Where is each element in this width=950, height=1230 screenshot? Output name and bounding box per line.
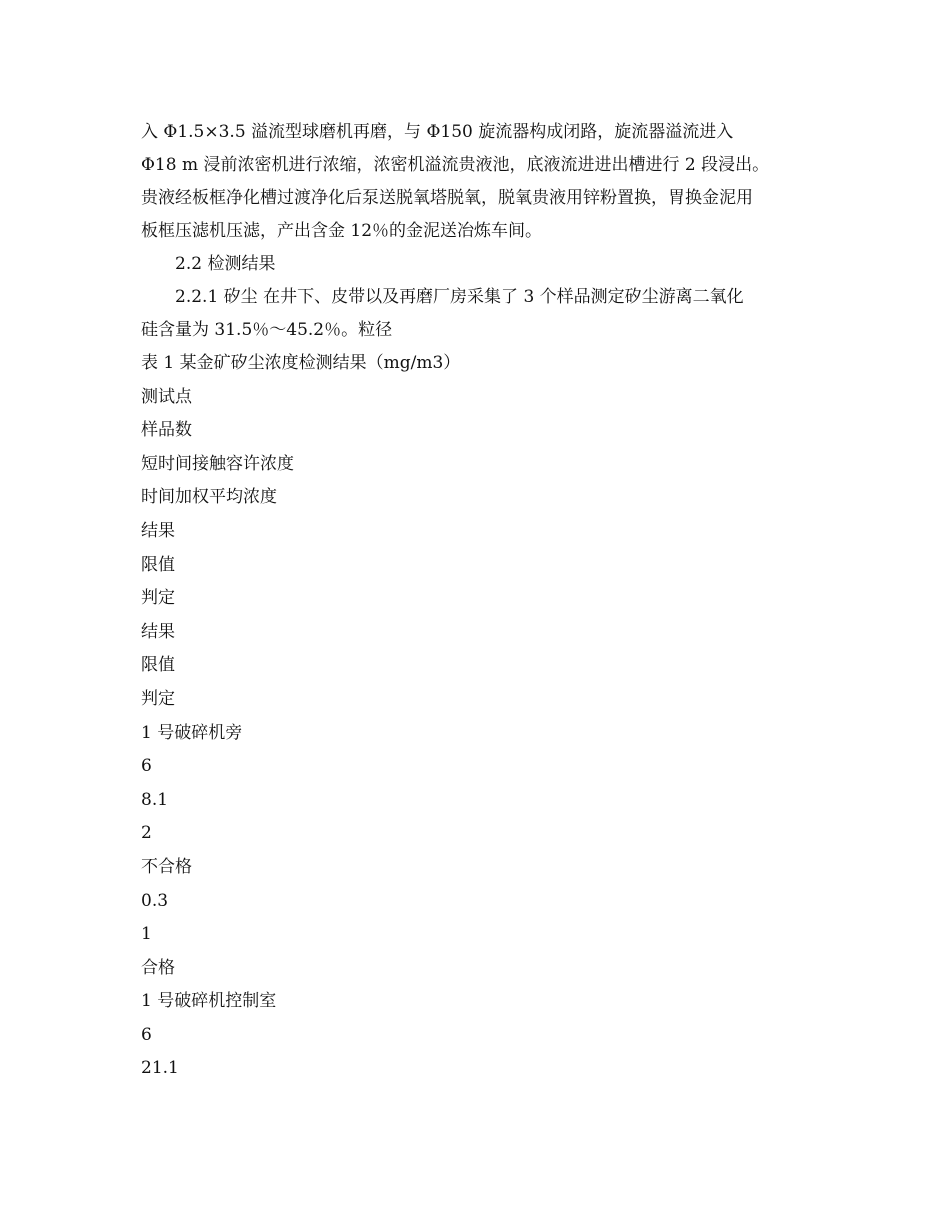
process-line: 贵液经板框净化槽过渡净化后泵送脱氧塔脱氧，脱氧贵液用锌粉置换，胃换金泥用	[141, 188, 753, 208]
process-line: 板框压滤机压滤，产出含金 12％的金泥送冶炼车间。	[141, 221, 543, 241]
dust-line: 2.2.1 矽尘 在井下、皮带以及再磨厂房采集了 3 个样品测定矽尘游离二氧化	[175, 287, 744, 307]
table-cell: 合格	[141, 957, 175, 978]
process-paragraph	[141, 116, 821, 248]
table-header-cell: 判定	[141, 688, 175, 709]
section-heading-block	[141, 248, 821, 281]
table-header-cell: 测试点	[141, 386, 192, 407]
table-cell: 1 号破碎机旁	[141, 722, 243, 743]
table-header-cell: 判定	[141, 588, 175, 609]
dust-line: 硅含量为 31.5％～45.2％。粒径	[141, 320, 393, 340]
table-cell: 1 号破碎机控制室	[141, 991, 277, 1012]
table-cell: 2	[141, 823, 152, 844]
section-heading: 2.2 检测结果	[175, 254, 276, 274]
table-cell: 6	[141, 756, 152, 777]
table-cell: 21.1	[141, 1058, 179, 1079]
table-caption: 表 1 某金矿矽尘浓度检测结果（mg/m3）	[141, 353, 461, 373]
table-cell: 不合格	[141, 856, 192, 877]
table-cell: 0.3	[141, 890, 169, 911]
table-header-cell: 限值	[141, 554, 175, 575]
process-line: Φ18 m 浸前浓密机进行浓缩，浓密机溢流贵液池，底液流进进出槽进行 2 段浸出。	[141, 155, 770, 175]
table-flattened	[141, 347, 821, 1086]
document-content	[141, 116, 821, 1086]
table-cell: 8.1	[141, 789, 169, 810]
table-header-cell: 结果	[141, 621, 175, 642]
table-header-cell: 限值	[141, 655, 175, 676]
table-cell: 1	[141, 924, 152, 945]
table-header-cell: 样品数	[141, 420, 192, 441]
process-line: 入 Φ1.5×3.5 溢流型球磨机再磨，与 Φ150 旋流器构成闭路，旋流器溢流进入	[141, 122, 734, 142]
dust-paragraph	[141, 281, 821, 347]
table-cell: 6	[141, 1024, 152, 1045]
table-header-cell: 时间加权平均浓度	[141, 487, 277, 508]
table-header-cell: 短时间接触容许浓度	[141, 453, 294, 474]
table-header-cell: 结果	[141, 520, 175, 541]
